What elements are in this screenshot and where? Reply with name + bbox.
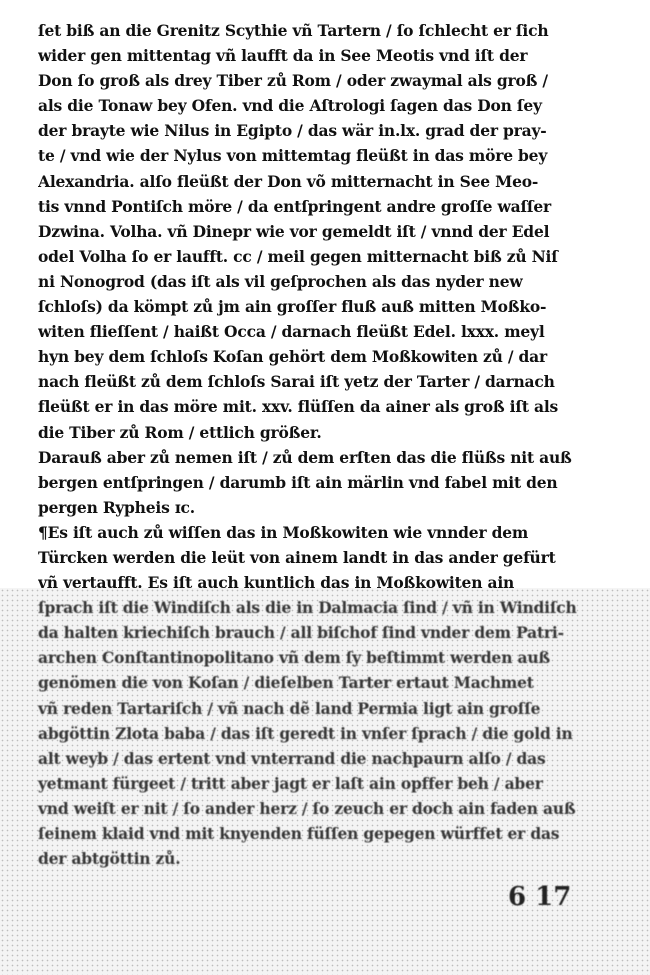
text-line: der abtgöttin zů. — [38, 849, 181, 869]
text-line: tis vnnd Pontiſch möre / da entſpringent andre groſſe waſſer — [38, 196, 552, 216]
text-line: te / vnd wie der Nylus von mittemtag fleüßt in das möre bey — [38, 146, 548, 166]
text-line: Darauß aber zů nemen iſt / zů dem erſten das die flüßs nit auß — [38, 447, 572, 467]
text-line: Türcken werden die leüt von ainem landt in das ander gefürt — [38, 547, 556, 567]
text-line: nach fleüßt zů dem ſchloſs Sarai iſt yetz der Tarter / darnach — [38, 372, 555, 392]
text-line: als die Tonaw bey Ofen. vnd die Aſtrologi ſagen das Don ſey — [38, 96, 542, 116]
text-line: ¶Es iſt auch zů wiſſen das in Moßkowiten wie vnnder dem — [38, 522, 529, 542]
text-line: Dzwina. Volha. vñ Dinepr wie vor gemeldt iſt / vnnd der Edel — [38, 221, 550, 241]
blackletter-text-block — [38, 18, 616, 871]
text-line: vñ vertaufft. Es iſt auch kuntlich das in Moßkowiten ain — [38, 573, 515, 593]
text-line: odel Volha ſo er laufft. cc / meil gegen mitternacht biß zů Niſ — [38, 246, 558, 266]
text-line: hyn bey dem ſchloſs Koſan gehört dem Moßkowiten zů / dar — [38, 347, 547, 367]
folio-number: 6 17 — [508, 882, 572, 912]
text-line: yetmant fürgeet / tritt aber jagt er laſt ain opffer beh / aber — [38, 773, 543, 793]
text-line: pergen Rypheis ɪc. — [38, 497, 195, 517]
text-line: wider gen mittentag vñ laufft da in See Meotis vnd iſt der — [38, 46, 528, 66]
text-line: alt weyb / das ertent vnd vnterrand die nachpaurn alſo / das — [38, 748, 546, 768]
text-line: bergen entſpringen / darumb iſt ain märlin vnd fabel mit den — [38, 472, 558, 492]
text-line: archen Conſtantinopolitano vñ dem ſy beſtimmt werden auß — [38, 648, 550, 668]
text-line: ſeinem klaid vnd mit knyenden füſſen gepegen würffet er das — [38, 824, 560, 843]
text-line: genömen die von Koſan / dieſelben Tarter ertaut Machmet — [38, 673, 534, 693]
text-line: witen flieſſent / haißt Occa / darnach fleüßt Edel. lxxx. meyl — [38, 322, 545, 342]
text-line: Don ſo groß als drey Tiber zů Rom / oder zwaymal als groß / — [38, 71, 548, 91]
text-line: vñ reden Tartariſch / vñ nach dẽ land Permia ligt ain groſſe — [38, 698, 541, 718]
text-line: ſprach iſt die Windiſch als die in Dalmacia ſind / vñ in Windiſch — [38, 598, 577, 618]
text-line: die Tiber zů Rom / ettlich größer. — [38, 422, 322, 442]
text-line: fleüßt er in das möre mit. xxv. flüſſen da ainer als groß iſt als — [38, 397, 559, 417]
text-line: der brayte wie Nilus in Egipto / das wär in.lx. grad der pray- — [38, 121, 547, 141]
text-line: ſet biß an die Grenitz Scythie vñ Tartern / ſo ſchlecht er ſich — [38, 21, 549, 40]
text-line: ni Nonogrod (das iſt als vil geſprochen als das nyder new — [38, 271, 523, 291]
text-line: Alexandria. alſo fleüßt der Don võ mitternacht in See Meo- — [38, 171, 539, 191]
text-line: da halten kriechiſch brauch / all biſchof ſind vnder dem Patri- — [38, 623, 564, 643]
text-line: vnd weiſt er nit / ſo ander herz / ſo zeuch er doch ain faden auß — [38, 798, 576, 818]
text-line: abgöttin Zlota baba / das iſt geredt in vnſer ſprach / die gold in — [38, 723, 573, 743]
text-line: ſchloſs) da kömpt zů jm ain groſſer fluß auß mitten Moßko- — [38, 297, 547, 317]
